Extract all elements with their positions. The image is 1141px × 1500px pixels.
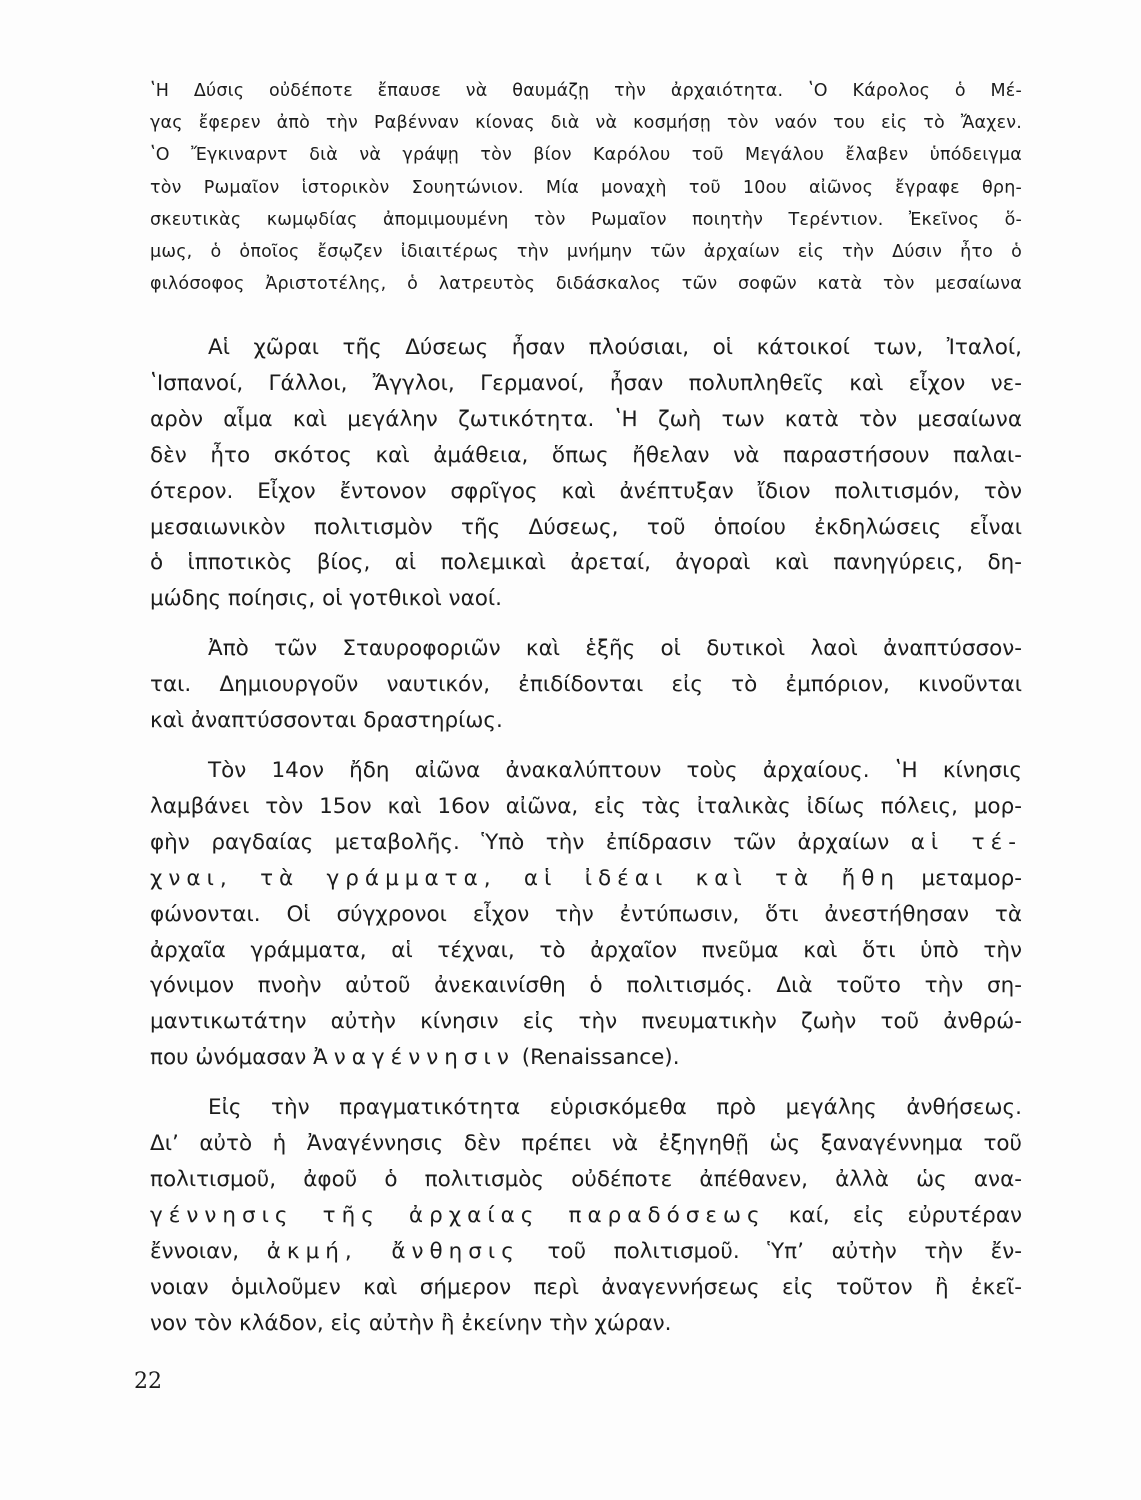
paragraph-text: καί, εἰς εὐρυτέραν	[788, 1202, 1023, 1228]
paragraph-line: πολιτισμοῦ, ἀφοῦ ὁ πολιτισμὸς οὐδέποτε ἀπέθανεν, ἀλλὰ ὡς ανα-	[150, 1166, 1022, 1192]
paragraph-line: μεσαιωνικὸν πολιτισμὸν τῆς Δύσεως, τοῦ ὁποίου ἐκδηλώσεις εἶναι	[150, 514, 1022, 540]
paragraph-line: γόνιμον πνοὴν αὐτοῦ ἀνεκαινίσθη ὁ πολιτισμός. Διὰ τοῦτο τὴν ση-	[150, 973, 1022, 999]
paragraph-line: ὁ ἱπποτικὸς βίος, αἱ πολεμικαὶ ἀρεταί, ἀγοραὶ καὶ πανηγύρεις, δη-	[150, 550, 1022, 576]
paragraph-line: Εἰς τὴν πραγματικότητα εὑρισκόμεθα πρὸ μεγάλης ἀνθήσεως.	[208, 1095, 1022, 1121]
intro-line: σκευτικὰς κωμῳδίας ἀπομιμουμένη τὸν Ρωμαῖον ποιητὴν Τερέντιον. Ἐκεῖνος ὅ-	[150, 209, 1022, 230]
spaced-text: Ἀναγέννησιν	[313, 1045, 515, 1071]
paragraph-line: ʽΙσπανοί, Γάλλοι, Ἄγγλοι, Γερμανοί, ἦσαν πολυπληθεῖς καὶ εἶχον νε-	[150, 370, 1022, 396]
paragraph-line	[150, 861, 1022, 897]
paragraph-line: λαμβάνει τὸν 15ον καὶ 16ον αἰῶνα, εἰς τὰς ἰταλικὰς ἰδίως πόλεις, μορ-	[150, 793, 1022, 819]
paragraph-line: ότερον. Εἶχον ἔντονον σφρῖγος καὶ ἀνέπτυξαν ἴδιον πολιτισμόν, τὸν	[150, 478, 1022, 504]
paragraph-line: αρὸν αἷμα καὶ μεγάλην ζωτικότητα. ʽΗ ζωὴ των κατὰ τὸν μεσαίωνα	[150, 406, 1022, 432]
paragraph	[150, 631, 1022, 739]
paragraph-text: φὴν ραγδαίας μεταβολῆς. Ὑπὸ τὴν ἐπίδρασιν τῶν ἀρχαίων	[150, 829, 890, 855]
paragraph-line: νον τὸν κλάδον, εἰς αὐτὴν ἢ ἐκείνην τὴν χώραν.	[150, 1310, 672, 1336]
intro-line: ʽΟ Ἔγκιναρντ διὰ νὰ γράψῃ τὸν βίον Καρόλου τοῦ Μεγάλου ἔλαβεν ὑπόδειγμα	[150, 145, 1022, 166]
paragraph-line: δὲν ἦτο σκότος καὶ ἀμάθεια, ὅπως ἤθελαν νὰ παραστήσουν παλαι-	[150, 442, 1022, 468]
intro-excerpt	[150, 75, 1022, 300]
paragraph-text: τοῦ πολιτισμοῦ. Ὑπ’ αὐτὴν τὴν ἔν-	[547, 1238, 1022, 1264]
page-number: 22	[134, 1369, 162, 1394]
paragraph-text: που ὠνόμασαν	[150, 1045, 307, 1071]
main-text	[150, 330, 1022, 1355]
intro-line: ʽΗ Δύσις οὐδέποτε ἔπαυσε νὰ θαυμάζῃ τὴν ἀρχαιότητα. ʽΟ Κάρολος ὁ Μέ-	[150, 81, 1022, 101]
intro-line: μως, ὁ ὁποῖος ἔσῳζεν ἰδιαιτέρως τὴν μνήμην τῶν ἀρχαίων εἰς τὴν Δύσιν ἦτο ὁ	[150, 242, 1022, 263]
paragraph-text: ἔννοιαν,	[150, 1238, 240, 1264]
paragraph-line: Ἀπὸ τῶν Σταυροφοριῶν καὶ ἑξῆς οἱ δυτικοὶ λαοὶ ἀναπτύσσον-	[208, 636, 1022, 662]
spaced-text: χναι, τὰ γράμματα, αἱ ἰδέαι καὶ τὰ ἤθη	[150, 865, 900, 891]
paragraph-line: Αἱ χῶραι τῆς Δύσεως ἦσαν πλούσιαι, οἱ κάτοικοί των, Ἰταλοί,	[208, 335, 1022, 360]
spaced-text: ἀκμή, ἄνθησις	[266, 1238, 520, 1264]
paragraph-line	[150, 1234, 1022, 1270]
spaced-text: γέννησις τῆς ἀρχαίας παραδόσεως	[150, 1202, 766, 1228]
paragraph-line	[150, 1198, 1022, 1234]
intro-line: φιλόσοφος Ἀριστοτέλης, ὁ λατρευτὸς διδάσκαλος τῶν σοφῶν κατὰ τὸν μεσαίωνα	[150, 274, 1022, 295]
paragraph-line: φώνονται. Οἱ σύγχρονοι εἶχον τὴν ἐντύπωσιν, ὅτι ἀνεστήθησαν τὰ	[150, 901, 1022, 927]
paragraph-line: μώδης ποίησις, οἱ γοτθικοὶ ναοί.	[150, 586, 502, 612]
paragraph-line: καὶ ἀναπτύσσονται δραστηρίως.	[150, 708, 503, 734]
paragraph	[150, 1090, 1022, 1341]
paragraph-line: Τὸν 14ον ἤδη αἰῶνα ἀνακαλύπτουν τοὺς ἀρχαίους. ʽΗ κίνησις	[208, 757, 1022, 783]
paragraph-line: ἀρχαῖα γράμματα, αἱ τέχναι, τὸ ἀρχαῖον πνεῦμα καὶ ὅτι ὑπὸ τὴν	[150, 937, 1022, 963]
paragraph-line: μαντικωτάτην αὐτὴν κίνησιν εἰς τὴν πνευματικὴν ζωὴν τοῦ ἀνθρώ-	[150, 1009, 1022, 1035]
paragraph-line: ται. Δημιουργοῦν ναυτικόν, ἐπιδίδονται εἰς τὸ ἐμπόριον, κινοῦνται	[150, 672, 1022, 698]
paragraph-line: νοιαν ὁμιλοῦμεν καὶ σήμερον περὶ ἀναγεννήσεως εἰς τοῦτον ἢ ἐκεῖ-	[150, 1274, 1022, 1300]
paragraph-text: μεταμορ-	[921, 865, 1023, 891]
spaced-text: αἱ τέ-	[910, 829, 1022, 855]
paragraph-line	[150, 825, 1022, 861]
intro-line: γας ἔφερεν ἀπὸ τὴν Ραβένναν κίονας διὰ νὰ κοσμήσῃ τὸν ναόν του εἰς τὸ Ἄαχεν.	[150, 113, 1022, 134]
paragraph-line: Δι’ αὐτὸ ἡ Ἀναγέννησις δὲν πρέπει νὰ ἐξηγηθῇ ὡς ξαναγέννημα τοῦ	[150, 1131, 1022, 1157]
paragraph	[150, 330, 1022, 617]
intro-line: τὸν Ρωμαῖον ἱστορικὸν Σουητώνιον. Μία μοναχὴ τοῦ 10ου αἰῶνος ἔγραφε θρη-	[150, 177, 1022, 198]
paragraph-line	[150, 1040, 1022, 1076]
paragraph-text: (Renaissance).	[521, 1045, 680, 1071]
paragraph	[150, 753, 1022, 1076]
